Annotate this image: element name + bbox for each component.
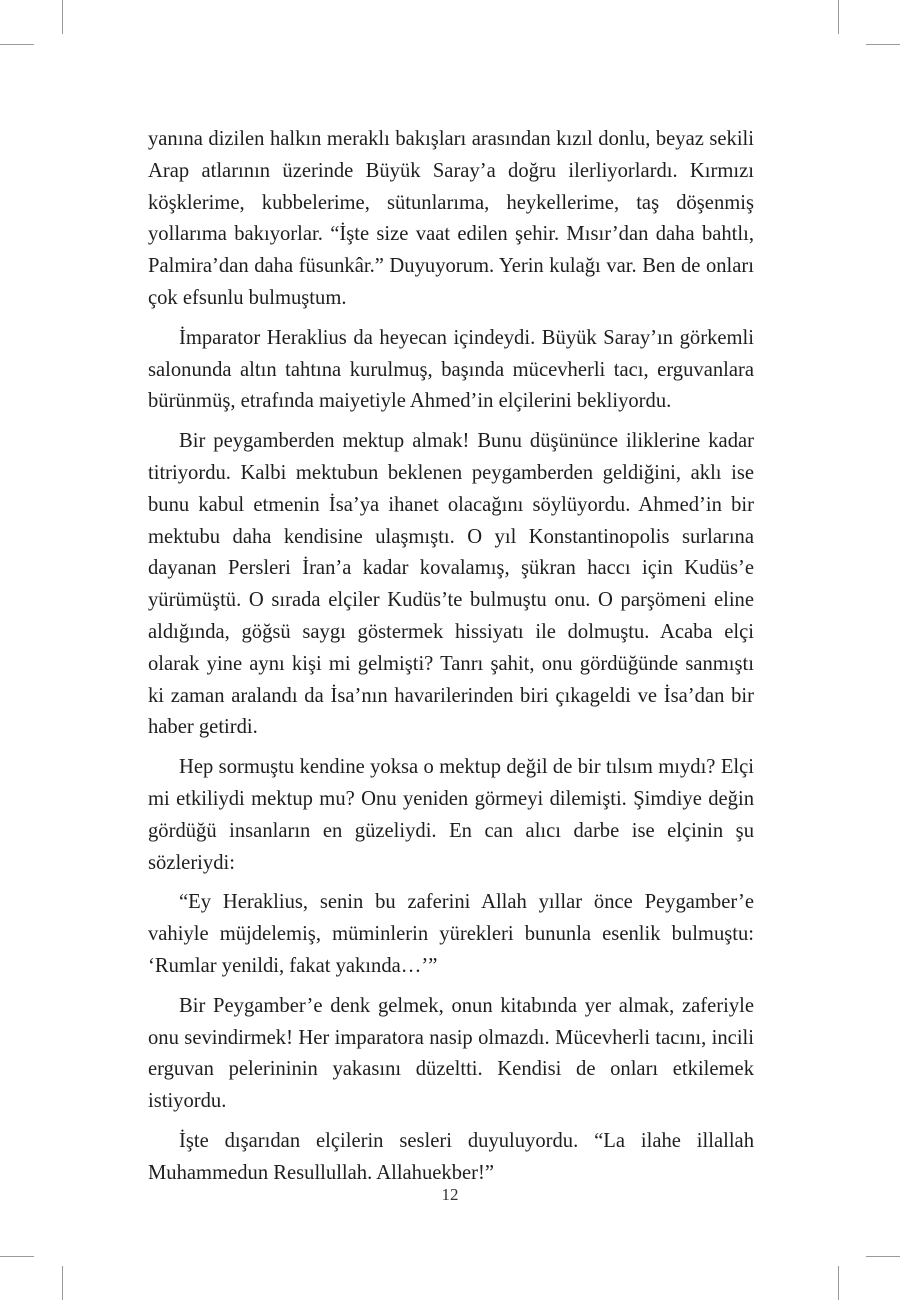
crop-mark-top-left xyxy=(0,44,34,45)
page-body xyxy=(148,124,754,1190)
paragraph: yanına dizilen halkın meraklı bakışları arasından kızıl donlu, beyaz sekili Arap atlarının üzerinde Büyük Saray’a doğru ilerliyorlardı. Kırmızı köşklerime, kubbelerime, sütunlarıma, heykellerime, taş döşenmiş yollarıma bakıyorlar. “İşte size vaat edilen şehir. Mısır’dan daha bahtlı, Palmira’dan daha füsunkâr.” Duyuyorum. Yerin kulağı var. Ben de onları çok efsunlu bulmuştum. xyxy=(148,128,754,309)
paragraph: Bir Peygamber’e denk gelmek, onun kitabında yer almak, zaferiyle onu sevindirmek! Her imparatora nasip olmazdı. Mücevherli tacını, incili erguvan pelerininin yakasını düzeltti. Kendisi de onları etkilemek istiyordu. xyxy=(148,994,754,1113)
paragraph: Bir peygamberden mektup almak! Bunu düşününce iliklerine kadar titriyordu. Kalbi mektubun beklenen peygamberden geldiğini, aklı ise bunu kabul etmenin İsa’ya ihanet olacağını söylüyordu. Ahmed’in bir mektubu daha kendisine ulaşmıştı. O yıl Konstantinopolis surlarına dayanan Persleri İran’a kadar kovalamış, şükran haccı için Kudüs’e yürümüştü. O sırada elçiler Kudüs’te bulmuştu onu. O parşömeni eline aldığında, göğsü saygı göstermek hissiyatı ile dolmuştu. Acaba elçi olarak yine aynı kişi mi gelmişti? Tanrı şahit, onu gördüğünde sanmıştı ki zaman aralandı da İsa’nın havarilerinden biri çıkageldi ve İsa’dan bir haber getirdi. xyxy=(148,430,754,739)
paragraph: Hep sormuştu kendine yoksa o mektup değil de bir tılsım mıydı? Elçi mi etkiliydi mektup mu? Onu yeniden görmeyi dilemişti. Şimdiye değin gördüğü insanların en güzeliydi. En can alıcı darbe ise elçinin şu sözleriydi: xyxy=(148,756,754,874)
crop-mark-bottom-left xyxy=(62,1266,63,1300)
crop-mark-top-right xyxy=(838,0,839,34)
page-number: 12 xyxy=(441,1185,459,1204)
paragraph: İmparator Heraklius da heyecan içindeydi. Büyük Saray’ın görkemli salonunda altın tahtına kurulmuş, başında mücevherli tacı, erguvanlara bürünmüş, etrafında maiyetiyle Ahmed’in elçilerini bekliyordu. xyxy=(148,326,754,413)
crop-mark-top-left xyxy=(62,0,63,34)
crop-mark-bottom-right xyxy=(866,1256,900,1257)
paragraph: İşte dışarıdan elçilerin sesleri duyuluyordu. “La ilahe illallah Muhammedun Resullullah. Allahuekber!” xyxy=(148,1129,754,1184)
crop-mark-bottom-left xyxy=(0,1256,34,1257)
crop-mark-bottom-right xyxy=(838,1266,839,1300)
quote-paragraph: “Ey Heraklius, senin bu zaferini Allah yıllar önce Peygamber’e vahiyle müjdelemiş, müminlerin yürekleri bununla esenlik bulmuştu: ‘Rumlar yenildi, fakat yakında…’” xyxy=(148,891,754,977)
crop-mark-top-right xyxy=(866,44,900,45)
